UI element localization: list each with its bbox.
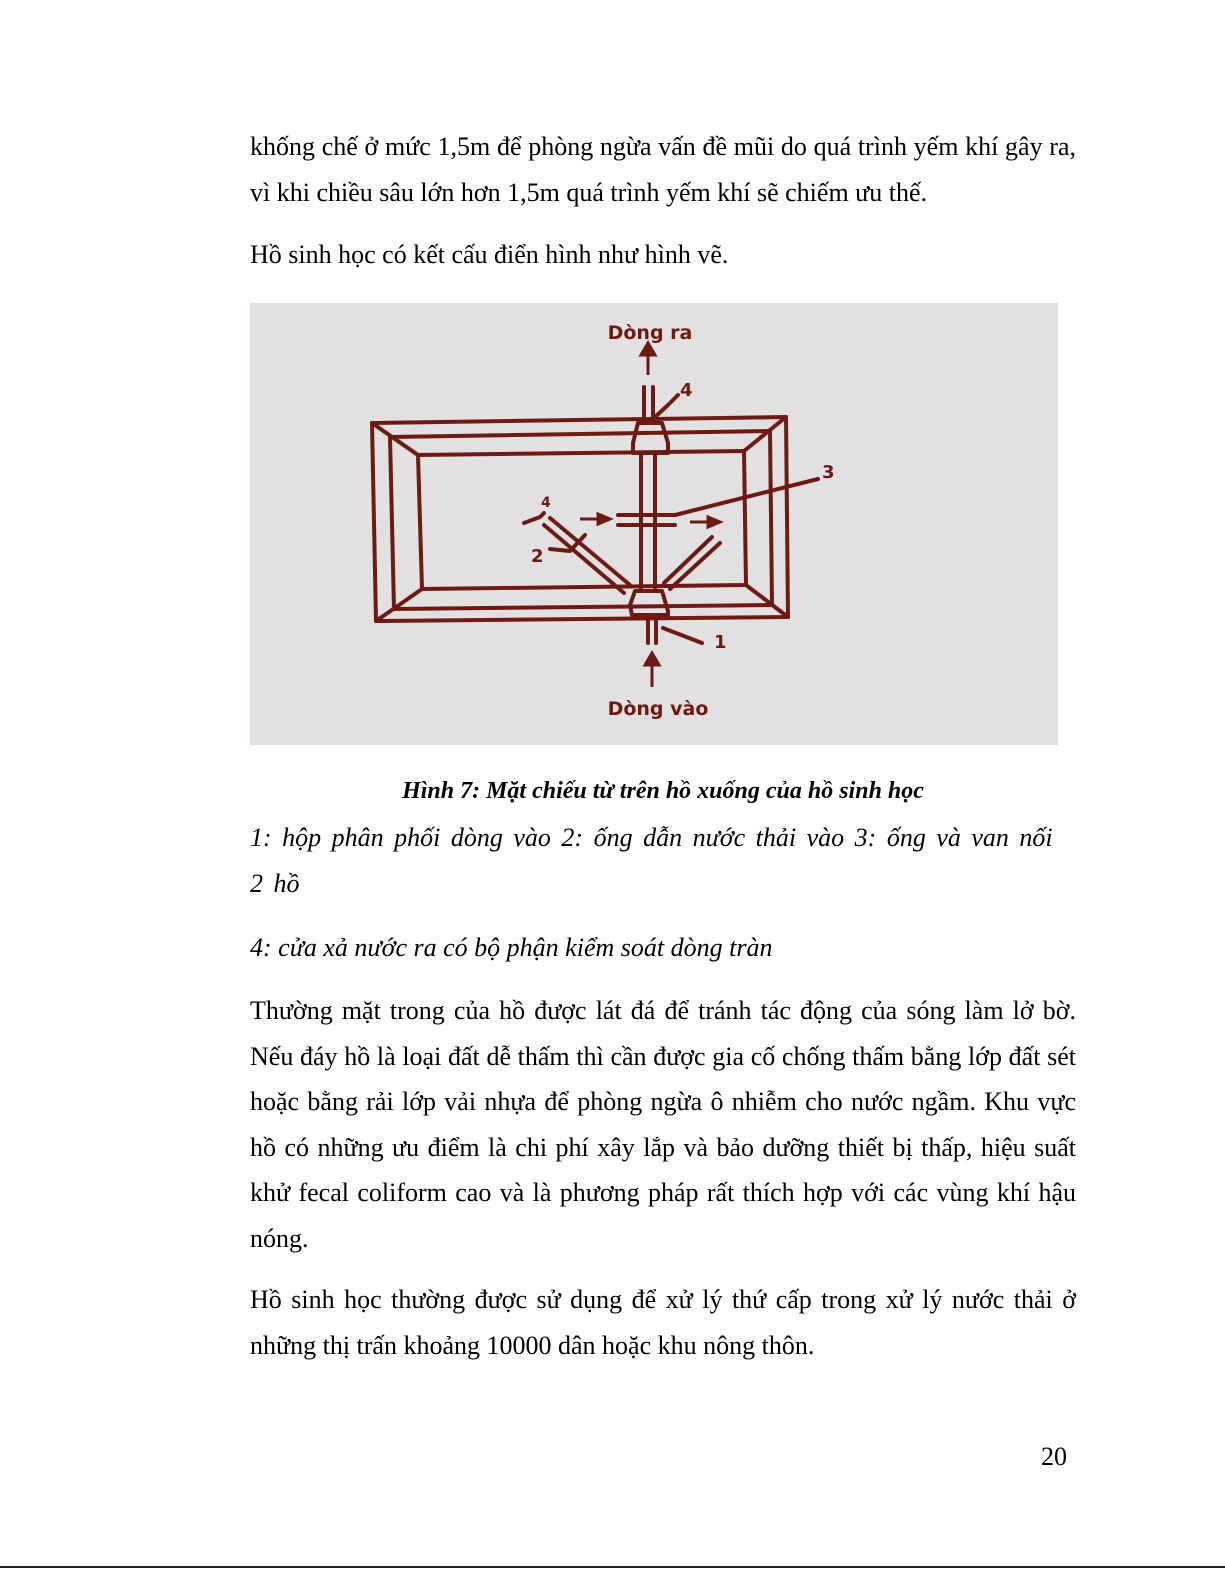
inlet-box bbox=[630, 591, 668, 615]
central-pipe bbox=[641, 453, 655, 591]
paragraph-pond-usage: Hồ sinh học thường được sử dụng để xử lý thứ cấp trong xử lý nước thải ở những thị trấn khoảng 10000 dân hoặc khu nông thôn. bbox=[250, 1285, 1076, 1360]
right-branch-pipe bbox=[664, 537, 720, 589]
footer-divider bbox=[0, 1566, 1225, 1568]
marker-4-outlet: 4 bbox=[680, 380, 693, 401]
marker-3: 3 bbox=[822, 462, 835, 483]
marker-1: 1 bbox=[714, 632, 727, 653]
marker-4-left: 4 bbox=[541, 495, 551, 511]
outlet-box bbox=[633, 423, 668, 453]
outflow-label: Dòng ra bbox=[607, 322, 693, 344]
figure-legend-line-2: 4: cửa xả nước ra có bộ phận kiểm soát dòng tràn bbox=[250, 933, 773, 962]
paragraph-continuation: khống chế ở mức 1,5m để phòng ngừa vấn đề mũi do quá trình yếm khí gây ra, vì khi chiều sâu lớn hơn 1,5m quá trình yếm khí sẽ chiếm ưu thế. bbox=[250, 132, 1076, 207]
inflow-label: Dòng vào bbox=[607, 698, 709, 720]
connecting-pipe bbox=[618, 515, 675, 525]
marker-2: 2 bbox=[531, 546, 544, 567]
pond-plan-figure bbox=[250, 303, 1058, 745]
page-number: 20 bbox=[1041, 1442, 1067, 1471]
figure-legend-line-1: 1: hộp phân phối dòng vào 2: ống dẫn nước thải vào 3: ống và van nối 2 hồ bbox=[250, 823, 1053, 898]
left-branch-pipe bbox=[544, 518, 630, 593]
pond-diagram bbox=[250, 303, 1058, 745]
paragraph-intro-figure: Hồ sinh học có kết cấu điển hình như hình vẽ. bbox=[250, 240, 729, 269]
figure-caption-title: Hình 7: Mặt chiếu từ trên hồ xuống của hồ sinh học bbox=[402, 778, 924, 804]
paragraph-pond-lining: Thường mặt trong của hồ được lát đá để tránh tác động của sóng làm lở bờ. Nếu đáy hồ là loại đất dễ thấm thì cần được gia cố chống thấm bằng lớp đất sét hoặc bằng rải lớp vải nhựa để phòng ngừa ô nhiễm cho nước ngầm. Khu vực hồ có những ưu điểm là chi phí xây lắp và bảo dưỡng thiết bị thấp, hiệu suất khử fecal coliform cao và là phương pháp rất thích hợp với các vùng khí hậu nóng. bbox=[250, 996, 1076, 1253]
